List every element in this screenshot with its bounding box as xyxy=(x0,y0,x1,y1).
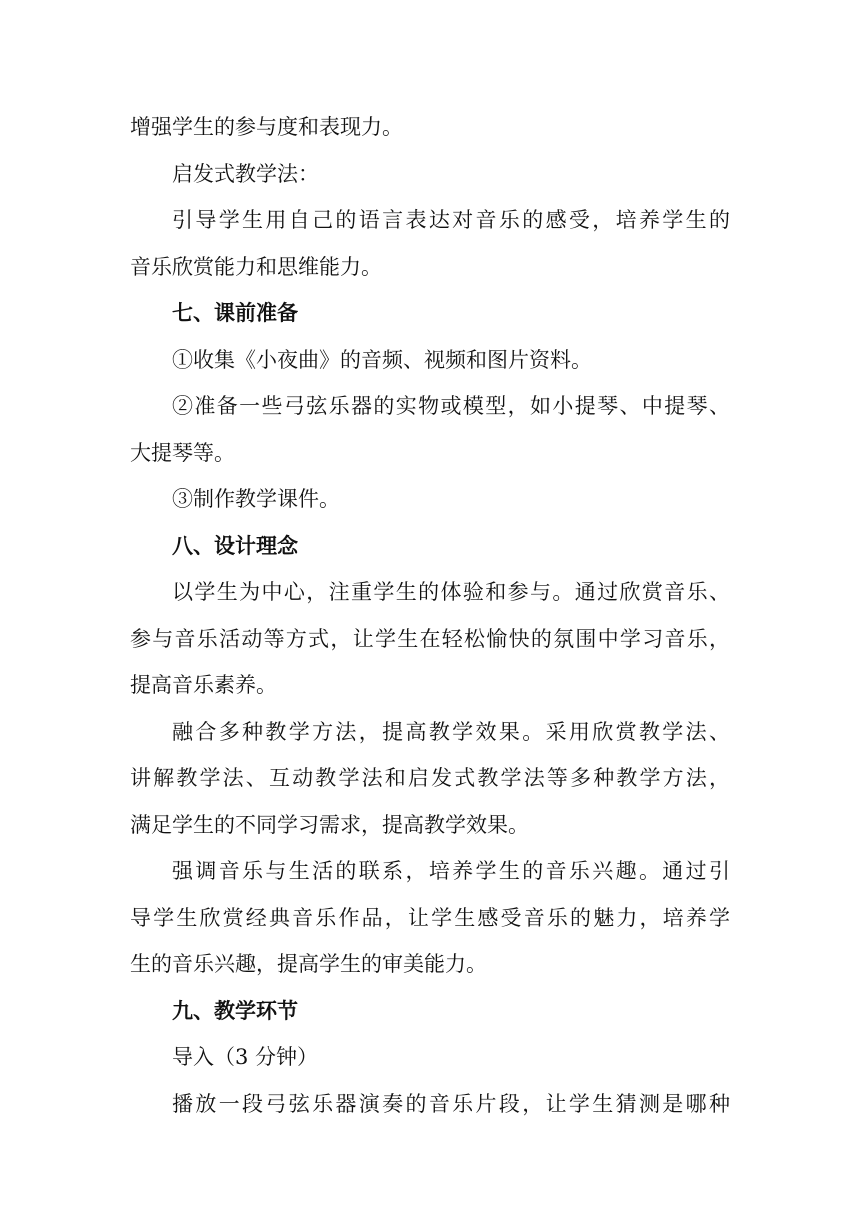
paragraph-line: 启发式教学法： xyxy=(172,161,319,186)
document-body xyxy=(130,104,730,1127)
list-item-continuation: 大提琴等。 xyxy=(130,440,235,465)
paragraph-line: 融合多种教学方法，提高教学效果。采用欣赏教学法、 xyxy=(172,719,730,744)
section-heading: 九、教学环节 xyxy=(172,997,298,1023)
paragraph-line: 参与音乐活动等方式，让学生在轻松愉快的氛围中学习音乐， xyxy=(130,626,730,651)
section-heading: 七、课前准备 xyxy=(172,300,298,325)
list-item: ①收集《小夜曲》的音频、视频和图片资料。 xyxy=(172,347,592,372)
paragraph-line: 增强学生的参与度和表现力。 xyxy=(130,115,403,139)
section-heading: 八、设计理念 xyxy=(172,532,298,558)
paragraph-line: 强调音乐与生活的联系，培养学生的音乐兴趣。通过引 xyxy=(172,859,730,883)
paragraph-line: 以学生为中心，注重学生的体验和参与。通过欣赏音乐、 xyxy=(172,580,730,604)
paragraph-line: 引导学生用自己的语言表达对音乐的感受，培养学生的 xyxy=(172,208,730,232)
paragraph-line: 提高音乐素养。 xyxy=(130,673,277,697)
paragraph-line: 满足学生的不同学习需求，提高教学效果。 xyxy=(130,812,529,837)
list-item: ③制作教学课件。 xyxy=(172,487,340,511)
paragraph-line: 播放一段弓弦乐器演奏的音乐片段，让学生猜测是哪种 xyxy=(172,1091,730,1116)
subsection-title: 导入（3 分钟） xyxy=(172,1045,319,1069)
paragraph-line: 讲解教学法、互动教学法和启发式教学法等多种教学方法， xyxy=(130,766,730,790)
list-item: ②准备一些弓弦乐器的实物或模型，如小提琴、中提琴、 xyxy=(172,394,730,418)
paragraph-line: 音乐欣赏能力和思维能力。 xyxy=(130,254,382,279)
paragraph-line: 生的音乐兴趣，提高学生的审美能力。 xyxy=(130,952,487,976)
paragraph-line: 导学生欣赏经典音乐作品，让学生感受音乐的魅力，培养学 xyxy=(130,905,730,930)
